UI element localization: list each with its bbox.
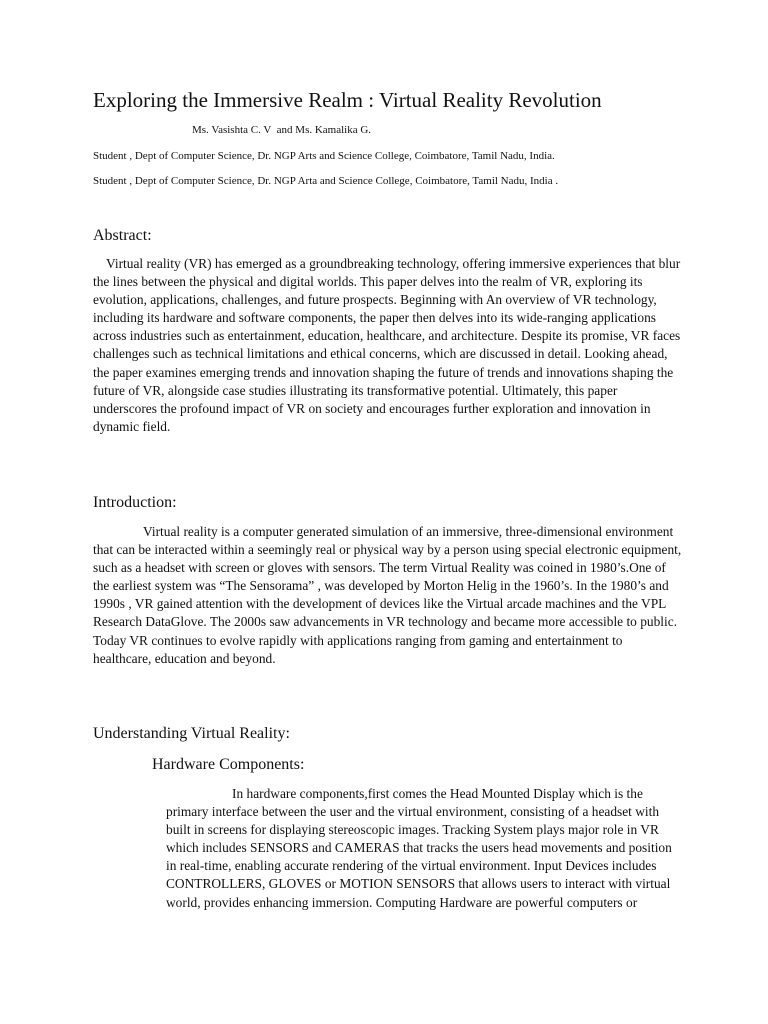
hardware-components-paragraph: In hardware components,first comes the Head Mounted Display which is the primary interface between the user and the virtual environment, consisting of a headset with built in screens for displaying stereoscopic images. Tracking System plays major role in VR which includes SENSORS and CAMERAS that tracks the users head movements and position in real-time, enabling accurate rendering of the virtual environment. Input Devices includes CONTROLLERS, GLOVES or MOTION SENSORS that allows users to interact with virtual world, provides enhancing immersion. Computing Hardware are powerful computers or <box>166 786 672 910</box>
understanding-vr-heading: Understanding Virtual Reality: <box>93 725 290 742</box>
abstract-paragraph: Virtual reality (VR) has emerged as a groundbreaking technology, offering immersive experiences that blur the lines between the physical and digital worlds. This paper delves into the realm of VR, exploring its evolution, applications, challenges, and future prospects. Beginning with An overview of VR technology, including its hardware and software components, the paper then delves into its wide-ranging applications across industries such as entertainment, education, healthcare, and architecture. Despite its promise, VR faces challenges such as technical limitations and ethical concerns, which are discussed in detail. Looking ahead, the paper examines emerging trends and innovation shaping the future of trends and innovations shaping the future of VR, alongside case studies illustrating its transformative potential. Ultimately, this paper underscores the profound impact of VR on society and encourages further exploration and innovation in dynamic field. <box>93 256 681 434</box>
paper-title: Exploring the Immersive Realm : Virtual Reality Revolution <box>93 88 602 112</box>
introduction-heading: Introduction: <box>93 494 177 511</box>
abstract-heading: Abstract: <box>93 227 152 244</box>
author-line: Ms. Vasishta C. V and Ms. Kamalika G. <box>192 124 372 136</box>
affiliation-1: Student , Dept of Computer Science, Dr. NGP Arts and Science College, Coimbatore, Tamil Nadu, India. <box>93 150 555 162</box>
affiliation-2: Student , Dept of Computer Science, Dr. NGP Arta and Science College, Coimbatore, Tamil Nadu, India . <box>93 175 559 187</box>
hardware-components-heading: Hardware Components: <box>152 756 305 773</box>
introduction-paragraph: Virtual reality is a computer generated simulation of an immersive, three-dimensional environment that can be interacted within a seemingly real or physical way by a person using special electronic equipment, such as a headset with screen or gloves with sensors. The term Virtual Reality was coined in 1980’s.One of the earliest system was “The Sensorama” , was developed by Morton Helig in the 1960’s. In the 1980’s and 1990s , VR gained attention with the development of devices like the Virtual arcade machines and the VPL Research DataGlove. The 2000s saw advancements in VR technology and became more accessible to public. Today VR continues to evolve rapidly with applications ranging from gaming and entertainment to healthcare, education and beyond. <box>93 524 682 666</box>
